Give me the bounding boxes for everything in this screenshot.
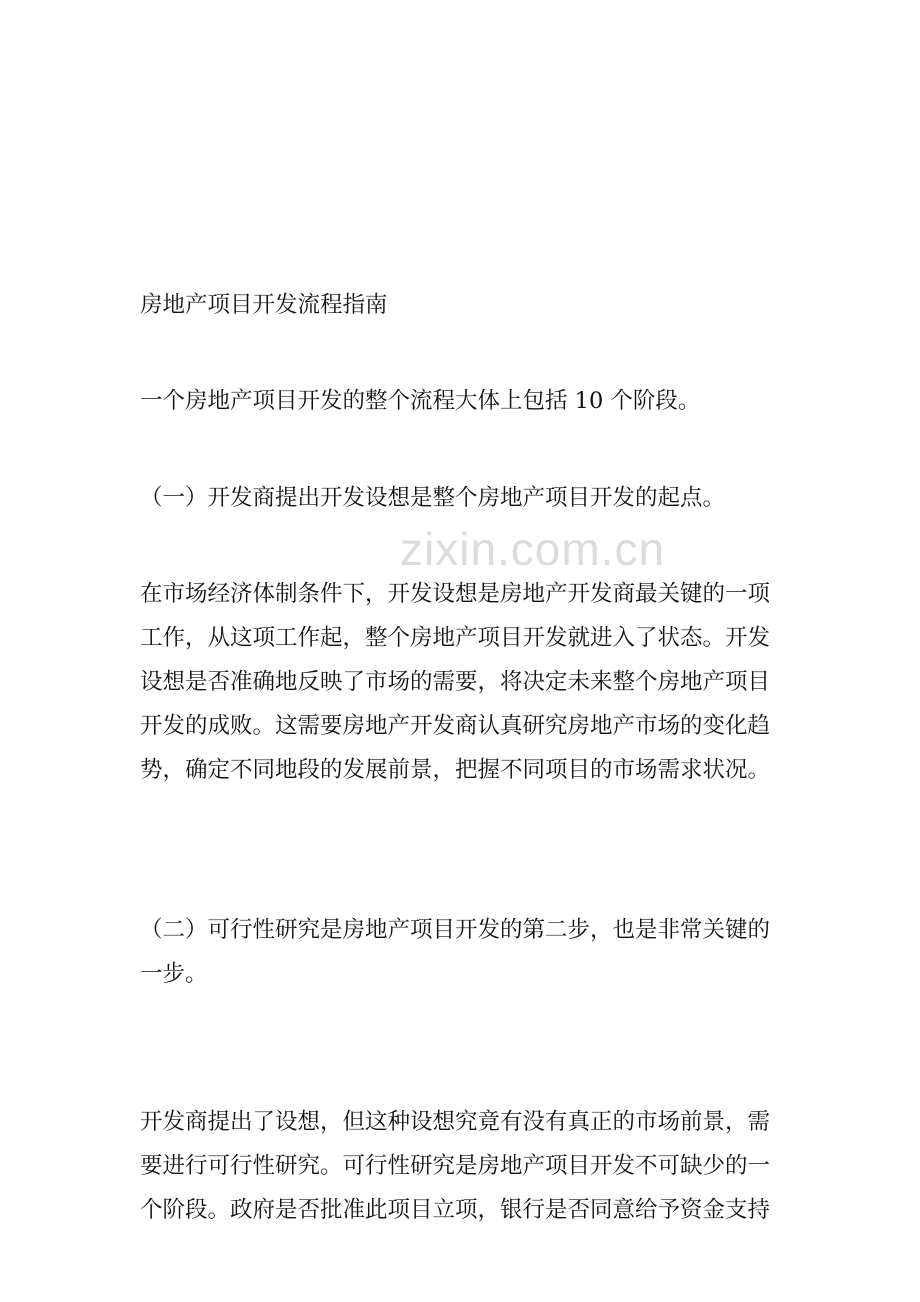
document-title: 房地产项目开发流程指南 bbox=[140, 292, 388, 318]
watermark: zixin.com.cn bbox=[400, 523, 666, 575]
paragraph-line: 在市场经济体制条件下，开发设想是房地产开发商最关键的一项 bbox=[140, 581, 771, 607]
paragraph-line: 要进行可行性研究。可行性研究是房地产项目开发不可缺少的一 bbox=[140, 1153, 771, 1179]
section-1-paragraph bbox=[140, 578, 790, 798]
paragraph-line: 开发的成败。这需要房地产开发商认真研究房地产市场的变化趋 bbox=[140, 713, 771, 739]
intro-paragraph: 一个房地产项目开发的整个流程大体上包括 10 个阶段。 bbox=[140, 388, 701, 414]
section-2-paragraph bbox=[140, 1106, 790, 1238]
heading-line: （二）可行性研究是房地产项目开发的第二步，也是非常关键的 bbox=[140, 917, 771, 943]
section-2-heading bbox=[140, 914, 790, 1002]
paragraph-line: 势，确定不同地段的发展前景，把握不同项目的市场需求状况。 bbox=[140, 757, 771, 783]
heading-line: 一步。 bbox=[140, 961, 208, 987]
paragraph-line: 设想是否准确地反映了市场的需要，将决定未来整个房地产项目 bbox=[140, 669, 771, 695]
paragraph-line: 开发商提出了设想，但这种设想究竟有没有真正的市场前景，需 bbox=[140, 1109, 771, 1135]
paragraph-line: 个阶段。政府是否批准此项目立项，银行是否同意给予资金支持 bbox=[140, 1197, 771, 1223]
section-1-heading: （一）开发商提出开发设想是整个房地产项目开发的起点。 bbox=[140, 485, 726, 511]
paragraph-line: 工作，从这项工作起，整个房地产项目开发就进入了状态。开发 bbox=[140, 625, 771, 651]
